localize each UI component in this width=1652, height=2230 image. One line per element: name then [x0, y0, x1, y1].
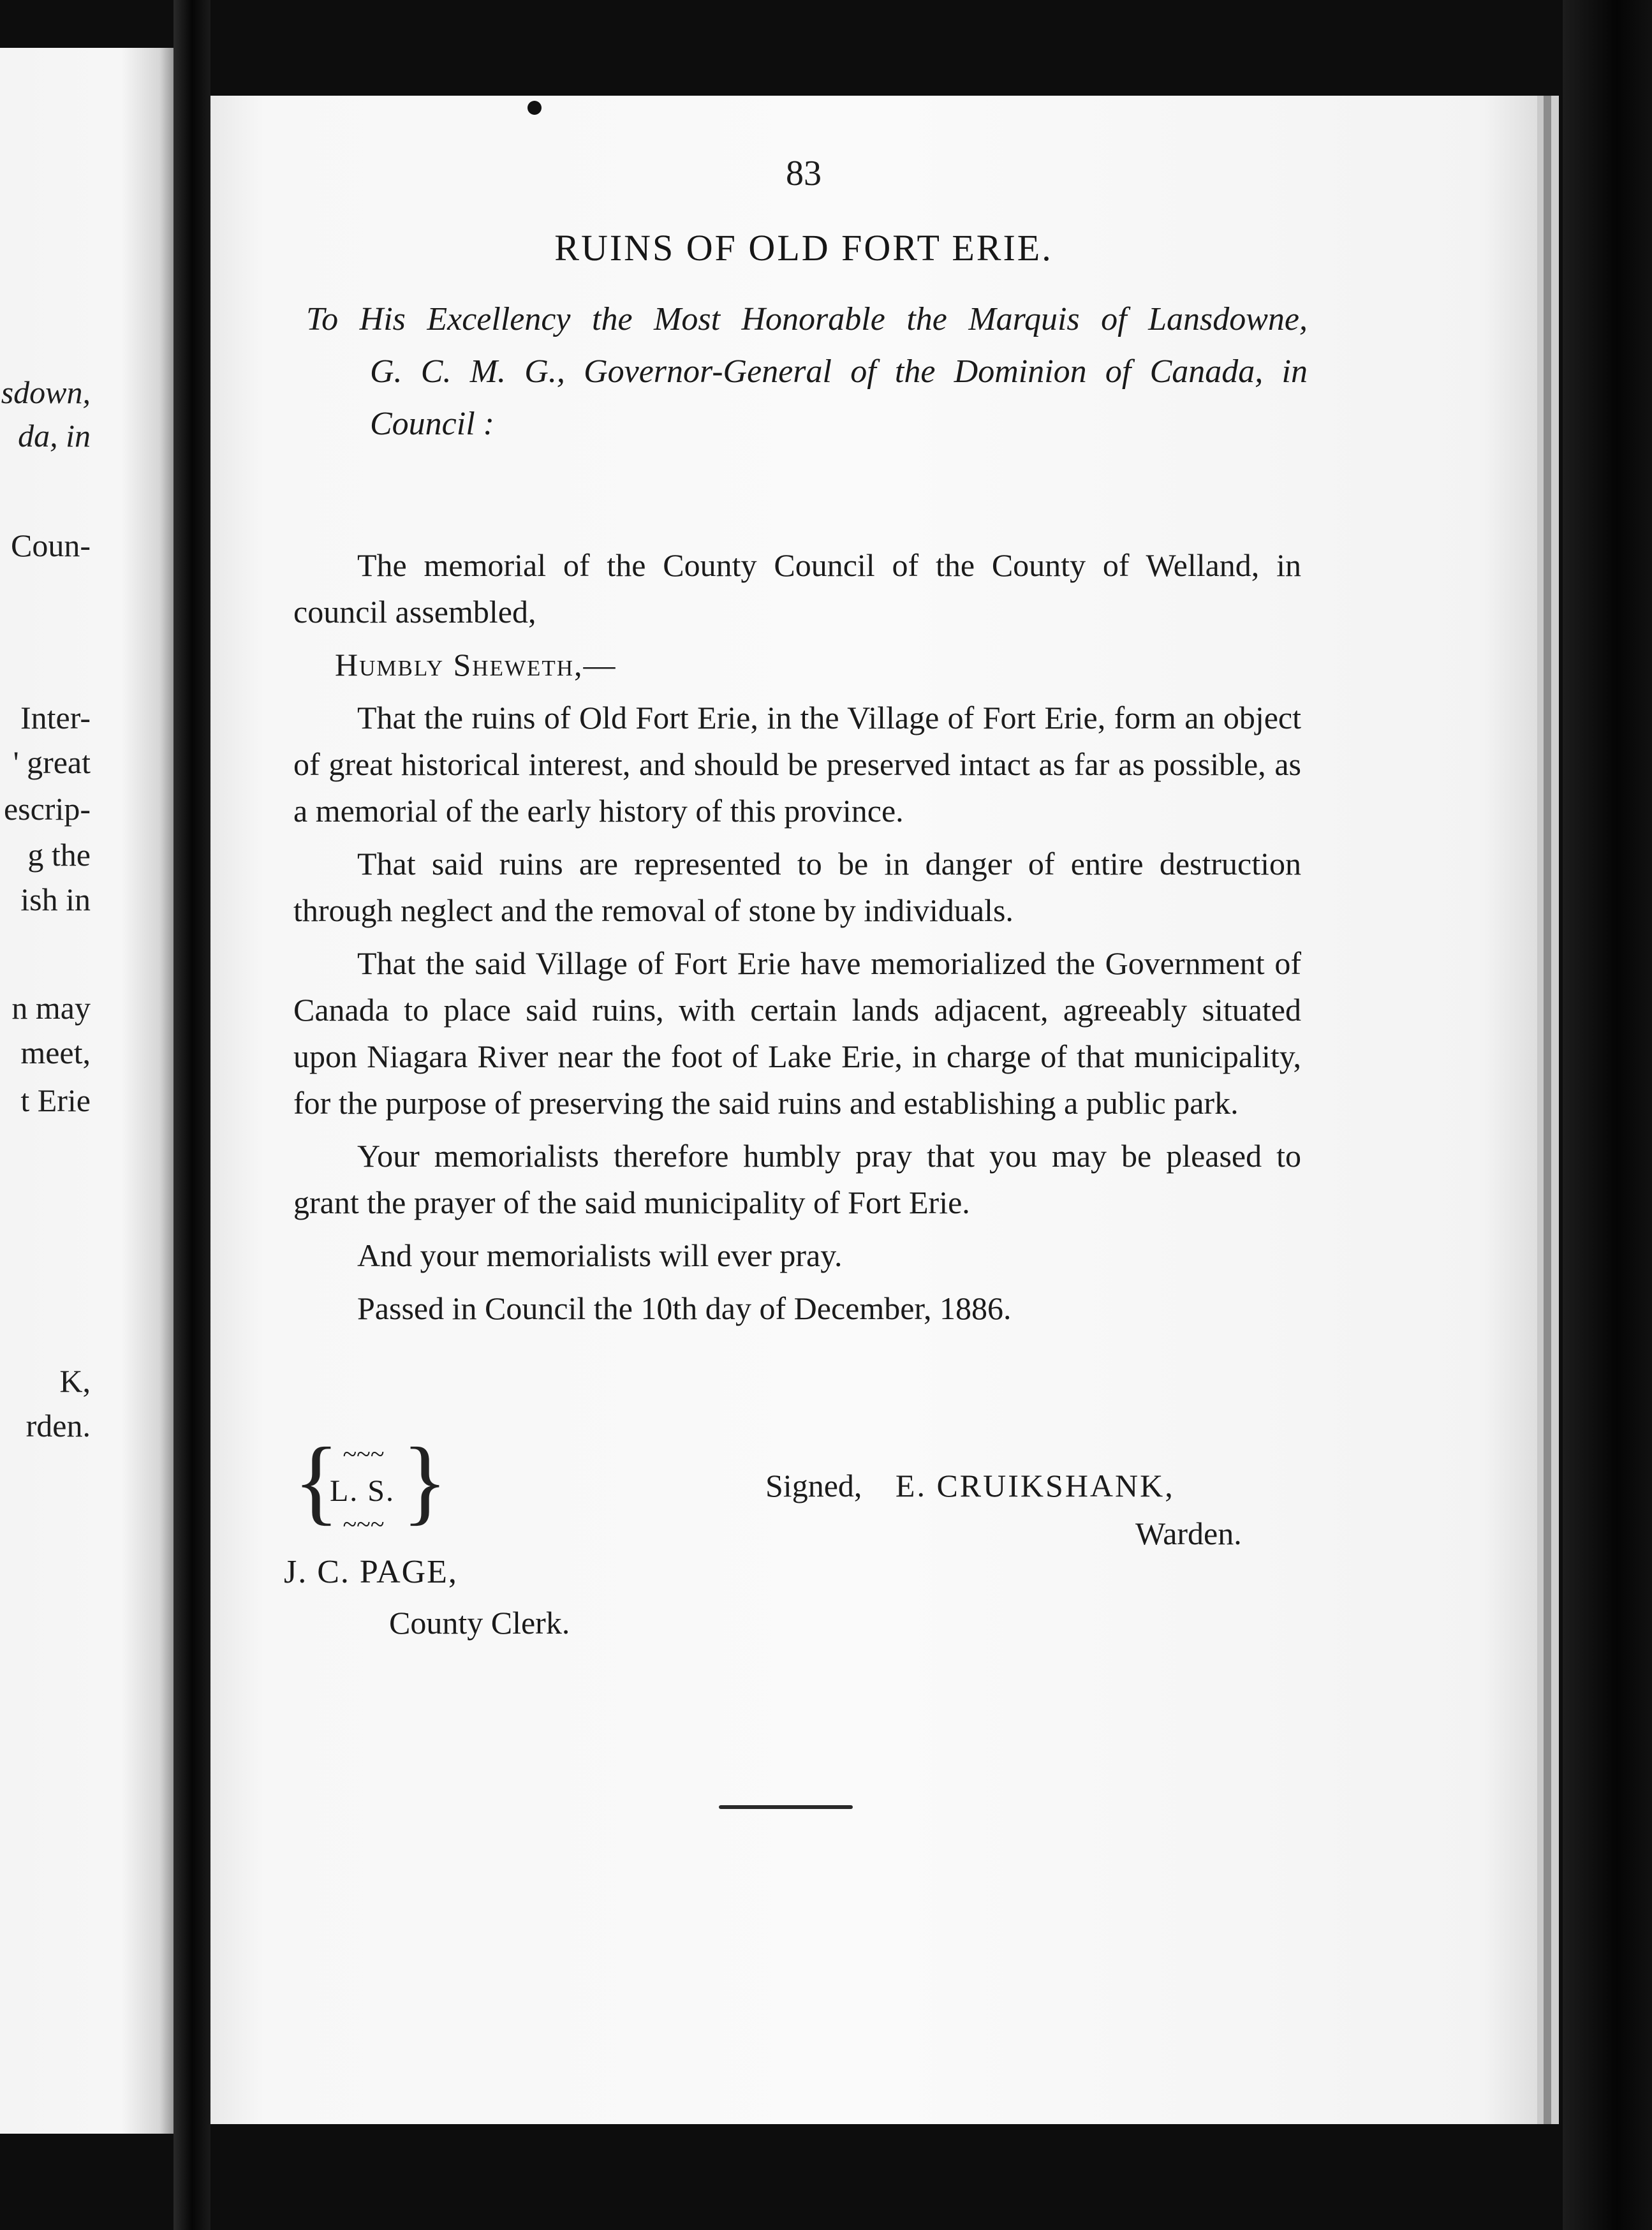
left-page-line: ' great — [13, 744, 91, 780]
paragraph: That said ruins are represented to be in danger of entire destruction through neglect and the removal of stone by individuals. — [293, 846, 1301, 928]
ink-dot — [527, 101, 542, 115]
paragraph: The memorial of the County Council of the County of Welland, in council assembled, — [293, 547, 1301, 630]
address-line: To His Excellency the Most Honorable the Marquis of Lansdowne, — [306, 301, 1308, 337]
left-page-line: escrip- — [3, 791, 91, 827]
seal-brace-right: } — [402, 1428, 448, 1534]
signatory-title: Warden. — [1135, 1516, 1242, 1551]
address-block — [306, 293, 1308, 450]
page-number: 83 — [786, 154, 822, 193]
address-line: Council : — [370, 406, 494, 442]
book-gutter — [173, 0, 210, 2230]
memorial-body — [293, 542, 1301, 1338]
left-page-line: K, — [59, 1363, 91, 1399]
left-page-line: t Erie — [20, 1082, 91, 1118]
left-page-line: sdown, — [1, 374, 91, 410]
signatory-name: E. CRUIKSHANK, — [895, 1468, 1175, 1503]
left-page-line: ish in — [20, 882, 91, 917]
paragraph: And your memorialists will ever pray. — [357, 1237, 843, 1273]
seal-label: L. S. — [329, 1474, 395, 1508]
left-page-line: rden. — [26, 1408, 91, 1444]
seal-mark — [293, 1428, 448, 1540]
paragraph-humbly-sheweth: Humbly Sheweth,— — [335, 647, 617, 683]
seal-brace-left: { — [293, 1428, 339, 1534]
end-rule — [719, 1805, 853, 1809]
left-page-line: da, in — [18, 418, 91, 454]
clerk-name: J. C. PAGE, — [284, 1554, 458, 1590]
left-page-line: meet, — [20, 1035, 91, 1070]
seal-flourish: ~~~ — [343, 1510, 385, 1539]
signed-label: Signed, — [765, 1468, 862, 1503]
seal-flourish: ~~~ — [343, 1440, 385, 1468]
signature-line — [765, 1467, 1175, 1504]
book-binding-edge — [1563, 0, 1652, 2230]
paragraph-passed-date: Passed in Council the 10th day of December, 1886. — [357, 1290, 1012, 1326]
paragraph: Your memorialists therefore humbly pray that you may be pleased to grant the prayer of the said municipality of Fort Erie. — [293, 1138, 1301, 1220]
paragraph: That the ruins of Old Fort Erie, in the Village of Fort Erie, form an object of great historical interest, and should be preserved intact as far as possible, as a memorial of the early history of this province. — [293, 700, 1301, 829]
paragraph: That the said Village of Fort Erie have memorialized the Government of Canada to place said ruins, with certain lands adjacent, agreeably situated upon Niagara River near the foot of Lake Erie, in charge of that municipality, for the purpose of preserving the said ruins and establishing a public park. — [293, 945, 1301, 1121]
left-page-line: Inter- — [20, 700, 91, 735]
left-page-line: g the — [27, 837, 91, 873]
left-page-fragment — [0, 48, 173, 2134]
clerk-title: County Clerk. — [389, 1605, 570, 1641]
left-page-line: Coun- — [11, 528, 91, 563]
left-page-line: n may — [11, 990, 91, 1026]
page-heading: RUINS OF OLD FORT ERIE. — [554, 227, 1053, 269]
address-line: G. C. M. G., Governor-General of the Dominion of Canada, in — [370, 353, 1308, 390]
